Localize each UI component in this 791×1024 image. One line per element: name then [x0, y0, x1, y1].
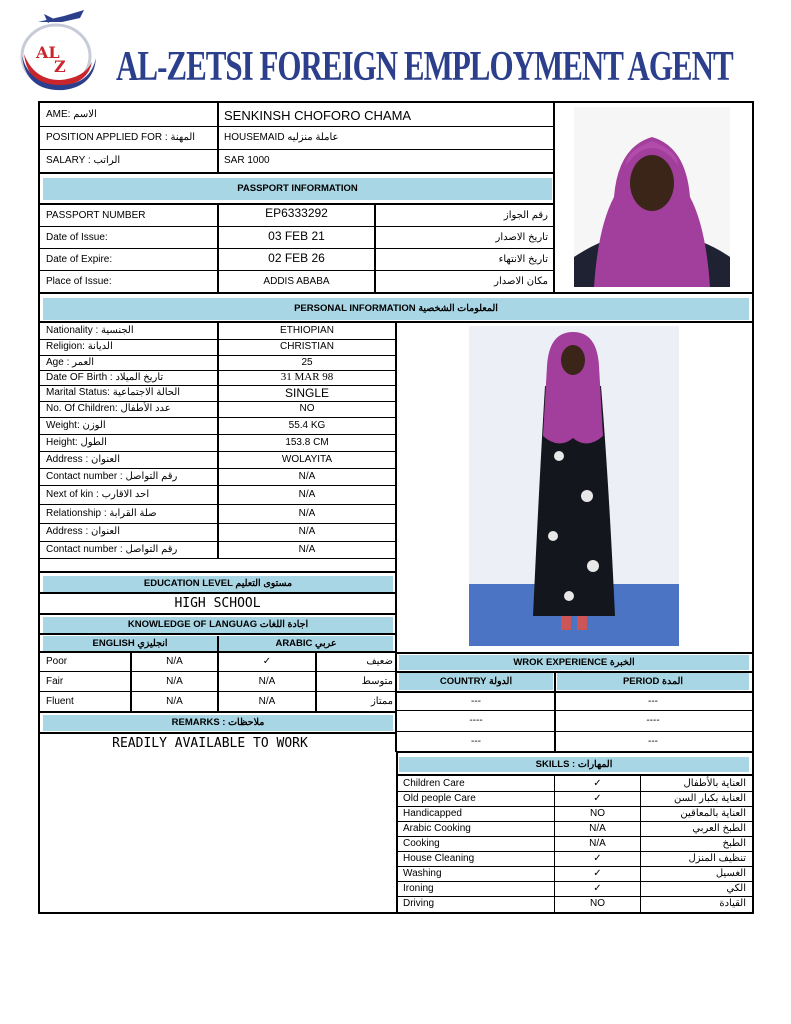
- language-level-label: Poor: [46, 655, 68, 667]
- experience-country: ----: [469, 715, 483, 726]
- name-label: AME: الاسم: [46, 109, 97, 120]
- personal-section-header: PERSONAL INFORMATION المعلومات الشخصية: [43, 298, 749, 320]
- issue-place-label: Place of Issue:: [46, 275, 112, 287]
- skill-ar: تنظيف المنزل: [688, 852, 746, 864]
- salary-value: SAR 1000: [224, 155, 270, 166]
- name-value: SENKINSH CHOFORO CHAMA: [224, 107, 412, 123]
- language-level-ar: متوسط: [361, 675, 393, 687]
- personal-row-label: Height: الطول: [46, 436, 107, 448]
- experience-period: ---: [648, 735, 658, 747]
- skills-section-header: SKILLS : المهارات: [399, 757, 749, 772]
- skill-label: Arabic Cooking: [403, 822, 471, 834]
- issue-place-ar: مكان الاصدار: [494, 275, 548, 287]
- skill-label: Ironing: [403, 882, 434, 894]
- country-header: COUNTRY الدولة: [399, 673, 553, 690]
- personal-row-label: Age : العمر: [46, 356, 95, 368]
- personal-row-value: N/A: [298, 488, 316, 500]
- salary-label: SALARY : الراتب: [46, 155, 121, 166]
- skill-ar: الغسيل: [715, 867, 746, 879]
- skill-value: N/A: [589, 837, 606, 849]
- skill-ar: الكي: [726, 882, 746, 894]
- personal-row-value: 25: [301, 356, 313, 368]
- remarks-value: READILY AVAILABLE TO WORK: [112, 735, 308, 751]
- personal-row-value: N/A: [298, 543, 316, 555]
- language-level-label: Fluent: [46, 695, 74, 707]
- language-level-ar: ممتاز: [370, 695, 393, 707]
- skill-label: Old people Care: [403, 792, 476, 804]
- period-header: PERIOD المدة: [557, 673, 749, 690]
- personal-row-label: Address : العنوان: [46, 526, 120, 537]
- personal-row-value: 31 MAR 98: [280, 371, 334, 383]
- issue-date-value: 03 FEB 21: [268, 228, 325, 243]
- skill-ar: العناية بالمعاقين: [680, 807, 746, 819]
- personal-row-label: Nationality : الجنسية: [46, 325, 134, 336]
- arabic-level-value: ✓: [262, 655, 272, 667]
- personal-row-label: Contact number : رقم التواصل: [46, 470, 178, 482]
- skill-value: N/A: [589, 822, 606, 834]
- personal-row-value: SINGLE: [284, 386, 329, 400]
- passport-number-ar: رقم الجواز: [503, 209, 548, 221]
- skill-value: ✓: [593, 792, 602, 804]
- skill-label: Cooking: [403, 837, 440, 849]
- personal-row-label: No. Of Children: عدد الأطفال: [46, 403, 171, 414]
- full-body-photo: [469, 326, 679, 646]
- skill-label: House Cleaning: [403, 852, 475, 864]
- skill-label: Children Care: [403, 777, 465, 789]
- language-level-label: Fair: [46, 675, 64, 687]
- portrait-photo: [574, 107, 730, 287]
- skill-value: ✓: [593, 882, 602, 894]
- company-logo: [14, 6, 102, 92]
- experience-period: ---: [648, 695, 658, 707]
- position-value: HOUSEMAID عاملة منزليه: [224, 132, 339, 143]
- issue-date-label: Date of Issue:: [46, 231, 108, 243]
- svg-text:Z: Z: [54, 57, 66, 76]
- skill-value: ✓: [593, 852, 602, 864]
- personal-row-label: Religion: الديانة: [46, 341, 113, 352]
- personal-row-label: Marital Status: الحالة الاجتماعية: [46, 387, 181, 398]
- skill-ar: العناية بالأطفال: [683, 777, 746, 789]
- expire-date-value: 02 FEB 26: [268, 250, 325, 265]
- skill-ar: القيادة: [719, 897, 746, 909]
- skill-ar: الطبخ: [722, 837, 746, 849]
- skill-ar: الطبخ العربي: [692, 822, 746, 834]
- personal-row-label: Contact number : رقم التواصل: [46, 543, 178, 555]
- education-level-value: HIGH SCHOOL: [174, 596, 261, 611]
- passport-number-label: PASSPORT NUMBER: [46, 209, 146, 221]
- personal-row-value: N/A: [298, 526, 316, 537]
- personal-row-value: ETHIOPIAN: [280, 325, 334, 336]
- issue-date-ar: تاريخ الاصدار: [495, 231, 548, 243]
- arabic-level-value: N/A: [258, 675, 276, 687]
- skill-value: NO: [590, 897, 605, 909]
- personal-row-label: Weight: الوزن: [46, 419, 106, 431]
- language-section-header: KNOWLEDGE OF LANGUAG اجادة اللغات: [43, 617, 393, 633]
- expire-date-label: Date of Expire:: [46, 253, 113, 265]
- position-label: POSITION APPLIED FOR : المهنة: [46, 132, 196, 143]
- personal-row-label: Date OF Birth : تاريخ الميلاد: [46, 371, 164, 383]
- svg-text:AL: AL: [36, 43, 60, 62]
- experience-period: ----: [646, 715, 660, 726]
- skill-label: Washing: [403, 867, 442, 879]
- experience-section-header: WROK EXPERIENCE الخبرة: [399, 655, 749, 670]
- personal-row-label: Address : العنوان: [46, 453, 120, 465]
- personal-row-value: 153.8 CM: [285, 436, 329, 448]
- skill-label: Handicapped: [403, 807, 462, 819]
- experience-country: ---: [471, 695, 481, 707]
- skill-ar: العناية بكبار السن: [674, 792, 746, 804]
- english-level-value: N/A: [166, 695, 183, 707]
- skill-value: ✓: [593, 867, 602, 879]
- personal-row-value: N/A: [298, 507, 316, 519]
- english-level-value: N/A: [166, 655, 183, 667]
- personal-row-value: CHRISTIAN: [280, 341, 334, 352]
- personal-row-value: N/A: [298, 470, 316, 482]
- remarks-section-header: REMARKS : ملاحظات: [43, 715, 393, 731]
- english-level-value: N/A: [166, 675, 183, 687]
- arabic-header: ARABIC عربي: [219, 636, 393, 651]
- education-section-header: EDUCATION LEVEL مستوى التعليم: [43, 576, 393, 592]
- skill-value: ✓: [593, 777, 602, 789]
- skill-label: Driving: [403, 897, 435, 909]
- personal-row-value: 55.4 KG: [288, 419, 326, 431]
- passport-section-header: PASSPORT INFORMATION: [43, 178, 552, 200]
- expire-date-ar: تاريخ الانتهاء: [498, 253, 548, 265]
- arabic-level-value: N/A: [258, 695, 276, 707]
- experience-country: ---: [471, 735, 481, 747]
- english-header: ENGLISH انجليزي: [43, 636, 217, 651]
- skill-value: NO: [590, 807, 605, 819]
- passport-number-value: EP6333292: [265, 205, 328, 220]
- issue-place-value: ADDIS ABABA: [263, 275, 330, 287]
- company-name: AL-ZETSI FOREIGN EMPLOYMENT AGENT: [116, 42, 733, 90]
- personal-row-label: Next of kin : احد الاقارب: [46, 488, 150, 500]
- personal-row-label: Relationship : صلة القرابة: [46, 507, 157, 519]
- personal-row-value: NO: [299, 403, 315, 414]
- personal-row-value: WOLAYITA: [281, 453, 333, 465]
- language-level-ar: ضعيف: [366, 655, 393, 667]
